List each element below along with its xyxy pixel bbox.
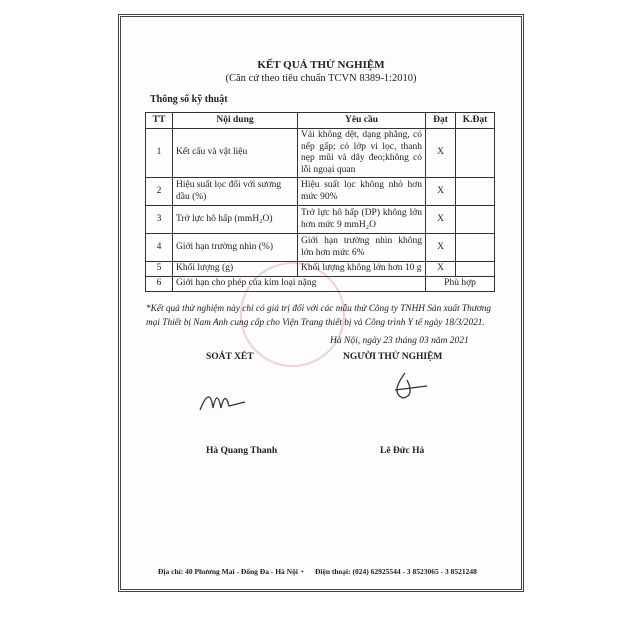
col-fail: K.Đạt: [456, 113, 495, 129]
cell-requirement: Giới hạn trường nhìn không lớn hơn mức 6%: [298, 234, 426, 262]
cell-content: Khối lượng (g): [173, 262, 298, 277]
table-row: [146, 234, 495, 262]
cell-tt: 6: [146, 277, 173, 292]
cell-content: Giới hạn cho phép của kim loại nặng: [173, 277, 426, 292]
cell-fail: [456, 206, 495, 234]
cell-pass: X: [426, 206, 456, 234]
tester-label: NGƯỜI THỬ NGHIỆM: [343, 352, 443, 362]
table-row: [146, 129, 495, 178]
footer-phone: Điện thoại: (024) 62925544 - 3 8523065 - 3 8521248: [315, 567, 477, 576]
col-pass: Đạt: [426, 113, 456, 129]
reviewer-name: Hà Quang Thanh: [206, 446, 278, 456]
reviewer-signature: [195, 380, 255, 420]
cell-requirement: Trở lực hô hấp (DP) không lớn hơn mức 9 mmH₂O: [298, 206, 426, 234]
cell-content: Kết cấu và vật liệu: [173, 129, 298, 178]
cell-requirement: Khối lượng không lớn hơn 10 g: [298, 262, 426, 277]
col-content: Nội dung: [173, 113, 298, 129]
cell-tt: 4: [146, 234, 173, 262]
table-row: [146, 206, 495, 234]
cell-pass: X: [426, 234, 456, 262]
cell-fail: [456, 178, 495, 206]
tester-name: Lê Đức Hà: [380, 446, 425, 456]
cell-pass: X: [426, 178, 456, 206]
table-row: [146, 178, 495, 206]
cell-tt: 3: [146, 206, 173, 234]
cell-requirement: Vải không dệt, dạng phẳng, có nếp gấp; có lớp vi lọc, thanh nẹp mũi và dây đeo;không có lỗi ngoại quan: [298, 129, 426, 178]
table-row: [146, 277, 495, 292]
cell-content: Giới hạn trường nhìn (%): [173, 234, 298, 262]
footer-address: Địa chỉ: 40 Phương Mai - Đống Đa - Hà Nội: [158, 567, 298, 576]
tester-signature: [385, 368, 435, 408]
table-row: [146, 262, 495, 277]
cell-pass: X: [426, 129, 456, 178]
section-heading: Thông số kỹ thuật: [150, 94, 228, 105]
cell-fail: [456, 262, 495, 277]
cell-tt: 5: [146, 262, 173, 277]
results-table: [145, 112, 495, 292]
cell-content: Trở lực hô hấp (mmH₂O): [173, 206, 298, 234]
cell-tt: 1: [146, 129, 173, 178]
date-line: Hà Nội, ngày 23 tháng 03 năm 2021: [330, 336, 469, 346]
cell-requirement: Hiệu suất lọc không nhỏ hơn mức 90%: [298, 178, 426, 206]
cell-fail: [456, 234, 495, 262]
col-requirement: Yêu cầu: [298, 113, 426, 129]
cell-content: Hiệu suất lọc đối với sương dầu (%): [173, 178, 298, 206]
footnote: *Kết quả thử nghiệm này chỉ có giá trị đối với các mẫu thử Công ty TNHH Sản xuất Thương mại Thiết bị Nam Anh cung cấp cho Viện Trang thiết bị và Công trình Y tế ngày 18/3/2021.: [146, 304, 492, 328]
cell-pass: X: [426, 262, 456, 277]
cell-tt: 2: [146, 178, 173, 206]
document-title: KẾT QUẢ THỬ NGHIỆM: [257, 59, 385, 71]
document-subtitle: (Căn cứ theo tiêu chuẩn TCVN 8389-1:2010): [225, 73, 417, 84]
footer-separator: •: [301, 567, 304, 576]
cell-result: Phù hợp: [426, 277, 495, 292]
cell-fail: [456, 129, 495, 178]
reviewer-label: SOÁT XÉT: [206, 352, 254, 362]
table-header: [146, 113, 495, 129]
col-tt: TT: [146, 113, 173, 129]
